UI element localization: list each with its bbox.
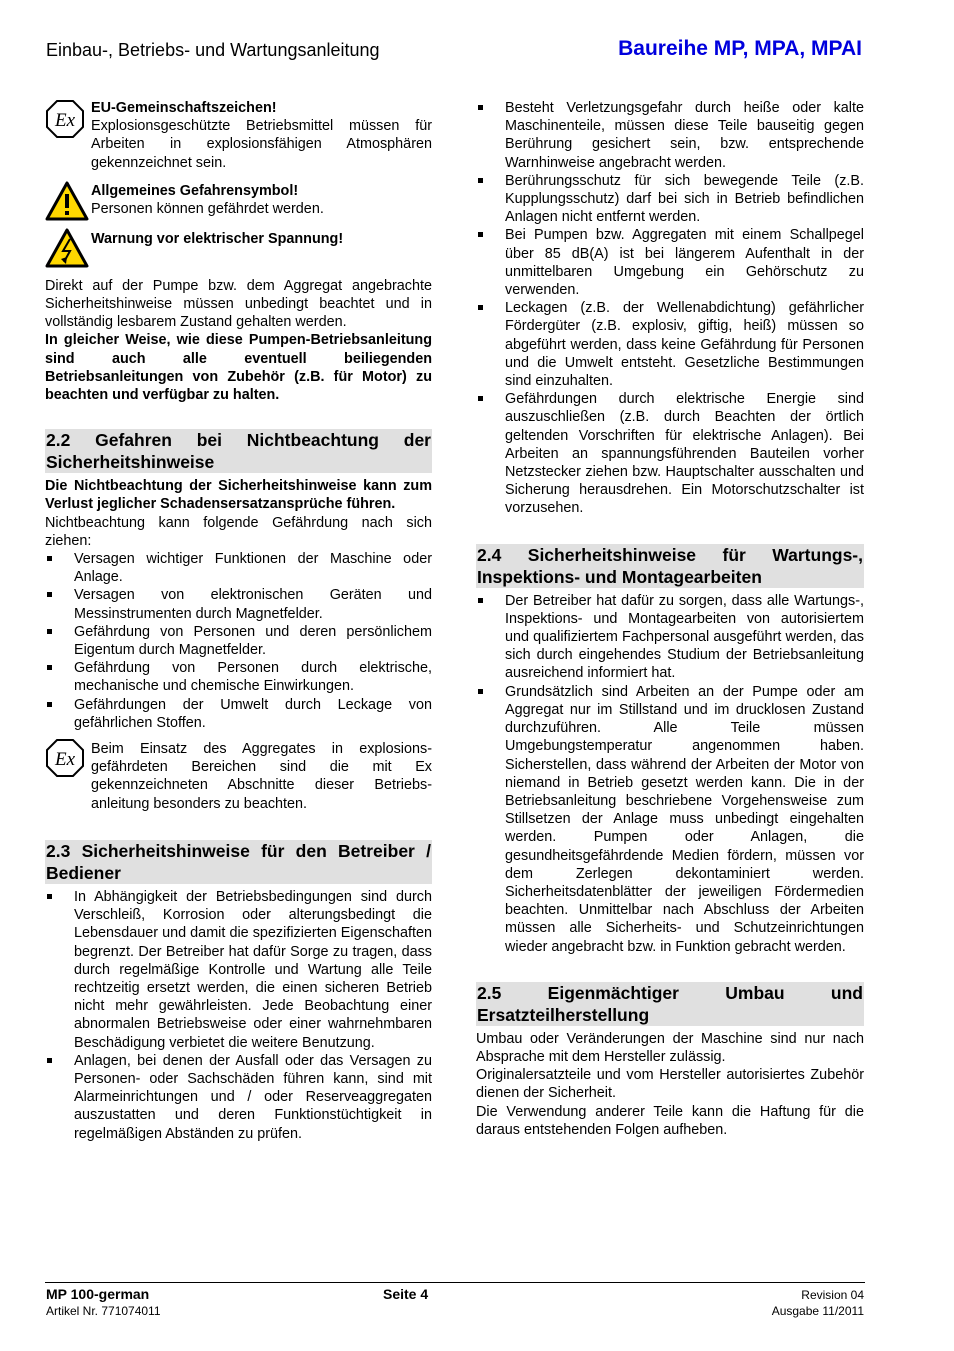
section-2-5-paragraph: Umbau oder Veränderungen der Maschine sind nur nach Absprache mit dem Hersteller zulässig.	[476, 1030, 864, 1065]
ex-icon	[45, 738, 85, 783]
footer-article-number: Artikel Nr. 771074011	[46, 1304, 161, 1318]
section-2-2-heading: 2.2 Gefahren bei Nichtbeachtung der Sicherheitshinweise	[46, 430, 431, 473]
list-item: Gefährdung von Personen durch elektrische, mechanische und chemische Einwirkungen.	[45, 659, 432, 695]
svg-text:Ex: Ex	[54, 749, 76, 771]
footer-divider	[45, 1282, 865, 1283]
section-2-5-heading: 2.5 Eigenmächtiger Umbau und Ersatzteilherstellung	[477, 982, 863, 1025]
list-item: Bei Pumpen bzw. Aggregaten mit einem Schallpegel über 85 dB(A) ist bei längerem Aufenthalt in der unmittelbaren Umgebung ein Gehörschutz zu verwenden.	[476, 226, 864, 299]
section-2-4-heading: 2.4 Sicherheitshinweise für Wartungs-, Inspektions- und Montagearbeiten	[477, 544, 863, 587]
footer-document-id: MP 100-german	[46, 1286, 150, 1302]
footer-edition: Ausgabe 11/2011	[771, 1304, 864, 1318]
left-column	[45, 99, 432, 1143]
list-item: In Abhängigkeit der Betriebsbedingungen sind durch Verschleiß, Korrosion oder alterungsbedingt die Lebensdauer und damit die spezifizierten Eigenschaften begrenzt. Der Betreiber hat dafür Sorge zu tragen, dass durch regelmäßige Kontrolle und Wartung alle Teile rechtzeitig ersetzt werden, die einen sicheren Betrieb nicht mehr gewährleisten. Jede Beobachtung einer abnormalen Betriebsweise oder einer wahrnehmbaren Beschädigung verbietet die weitere Benutzung.	[45, 888, 432, 1052]
section-2-2-text: Nichtbeachtung kann folgende Gefährdung nach sich ziehen:	[45, 514, 432, 549]
intro-bold-paragraph: In gleicher Weise, wie diese Pumpen-Betriebsanleitung sind auch alle eventuell beiliegenden Betriebsanleitungen von Zubehör (z.B. für Motor) zu beachten und verfügbar zu halten.	[45, 332, 432, 404]
footer-page-number: Seite 4	[383, 1286, 429, 1302]
symbol-ex-block	[45, 99, 432, 172]
section-2-3-list	[45, 888, 432, 1143]
intro-paragraph: Direkt auf der Pumpe bzw. dem Aggregat angebrachte Sicherheitshinweise müssen unbedingt beachtet und in vollständig lesbarem Zustand gehalten werden.	[45, 277, 432, 331]
list-item: Gefährdungen der Umwelt durch Leckage von gefährlichen Stoffen.	[45, 696, 432, 732]
right-column	[476, 99, 864, 1139]
list-item: Anlagen, bei denen der Ausfall oder das Versagen zu Personen- oder Sachschäden führen kann, sind mit Alarmeinrichtungen und / oder Reserveaggregaten auszustatten und deren Funktionstüchtigkeit in regelmäßigen Abständen zu prüfen.	[45, 1052, 432, 1143]
symbol-general-danger-title: Allgemeines Gefahrensymbol!	[91, 182, 299, 199]
section-2-5-paragraph: Originalersatzteile und vom Hersteller autorisiertes Zubehör dienen der Sicherheit.	[476, 1067, 864, 1102]
ex-icon	[45, 99, 85, 144]
section-2-4-list	[476, 592, 864, 956]
ex-note-block	[45, 740, 432, 813]
symbol-general-danger-text: Personen können gefährdet werden.	[91, 201, 324, 218]
section-2-3-heading: 2.3 Sicherheitshinweise für den Betreiber / Bediener	[46, 840, 431, 883]
section-2-2-bold-text: Die Nichtbeachtung der Sicherheitshinweise kann zum Verlust jeglicher Schadensersatzansprüche führen.	[45, 478, 432, 513]
list-item: Gefährdung von Personen und deren persönlichem Eigentum durch Magnetfelder.	[45, 623, 432, 659]
list-item: Besteht Verletzungsgefahr durch heiße oder kalte Maschinenteile, müssen diese Teile bauseitig gegen Berührung gesichert sein, bzw. entsprechende Warnhinweise angebracht werden.	[476, 99, 864, 172]
svg-text:Ex: Ex	[54, 110, 76, 131]
list-item: Gefährdungen durch elektrische Energie sind auszuschließen (z.B. durch Beachten der örtlich geltenden Vorschriften für elektrische Anlagen). Bei Arbeiten an spannungsführenden Bauteilen vorher Netzstecker ziehen bzw. Hauptschalter ausschalten und Sicherung herausdrehen. Ein Motorschutzschalter ist vorzusehen.	[476, 390, 864, 517]
footer-revision: Revision 04	[801, 1288, 864, 1302]
symbol-ex-text: Explosionsgeschützte Betriebsmittel müssen für Arbeiten in explosionsfähigen Atmosphären gekennzeichnet sein.	[91, 118, 432, 171]
header-left-title: Einbau-, Betriebs- und Wartungsanleitung	[46, 40, 380, 60]
header-series-title: Baureihe MP, MPA, MPAI	[618, 37, 862, 60]
section-2-2-list	[45, 550, 432, 732]
symbol-electric-title: Warnung vor elektrischer Spannung!	[91, 230, 344, 247]
symbol-general-danger-block	[45, 182, 432, 220]
operator-safety-list-continued	[476, 99, 864, 518]
section-2-5-paragraph: Die Verwendung anderer Teile kann die Haftung für die daraus entstehenden Folgen aufheben.	[476, 1103, 864, 1138]
list-item: Grundsätzlich sind Arbeiten an der Pumpe oder am Aggregat nur im Stillstand und im drucklosen Zustand durchzuführen. Alle Teile müssen Umgebungstemperatur angenommen haben. Sicherstellen, dass während der Arbeiten der Motor von niemand in Betrieb gesetzt werden kann. Die in der Betriebsanleitung beschriebene Vorgehensweise zum Stillsetzen der Anlage muss unbedingt eingehalten werden. Pumpen oder Anlagen, die gesundheitsgefährdende Medien fördern, müssen vor dem Zerlegen dekontaminiert werden. Sicherheitsdatenblätter der jeweiligen Fördermedien beachten. Unmittelbar nach Abschluss der Arbeiten müssen alle Sicherheits- und Schutzeinrichtungen wieder angebracht bzw. in Funktion gebracht werden.	[476, 683, 864, 956]
list-item: Der Betreiber hat dafür zu sorgen, dass alle Wartungs-, Inspektions- und Montagearbeiten von autorisiertem und qualifiziertem Fachpersonal ausgeführt werden, das sich durch eingehendes Studium der Betriebsanleitung ausreichend informiert hat.	[476, 592, 864, 683]
list-item: Berührungsschutz für sich bewegende Teile (z.B. Kupplungsschutz) darf bei sich in Betrieb befindlichen Anlagen nicht entfernt werden.	[476, 172, 864, 227]
list-item: Versagen wichtiger Funktionen der Maschine oder Anlage.	[45, 550, 432, 586]
electric-warning-icon	[45, 228, 89, 273]
list-item: Versagen von elektronischen Geräten und Messinstrumenten durch Magnetfelder.	[45, 586, 432, 622]
symbol-electric-block	[45, 230, 432, 272]
ex-note-text: Beim Einsatz des Aggregates in explosions-gefährdeten Bereichen sind die mit Ex gekennzeichneten Abschnitte dieser Betriebs-anleitung besonders zu beachten.	[91, 741, 432, 812]
list-item: Leckagen (z.B. der Wellenabdichtung) gefährlicher Fördergüter (z.B. explosiv, giftig, heiß) müssen so abgeführt werden, dass keine Gefährdung für Personen und die Umwelt entsteht. Gesetzliche Bestimmungen sind einzuhalten.	[476, 299, 864, 390]
warning-triangle-icon	[45, 181, 89, 226]
symbol-ex-title: EU-Gemeinschaftszeichen!	[91, 100, 277, 116]
